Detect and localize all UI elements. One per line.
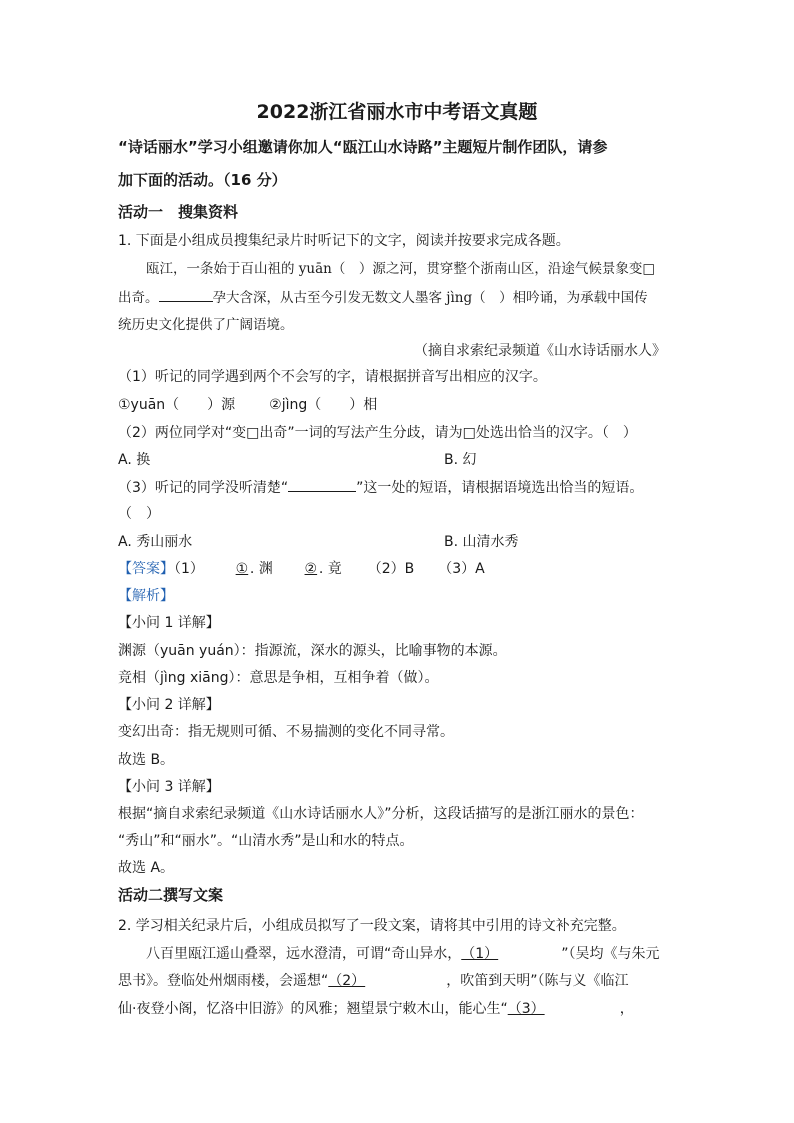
answer-1b-number: ② [304, 561, 318, 577]
q2-blank-2: （2） [328, 973, 366, 989]
passage-line-2 [118, 287, 648, 308]
passage-line-2-end: 孕大含深，从古至今引发无数文人墨客 jìng（ ）相吟诵，为承载中国传 [212, 290, 648, 306]
subquestion-1: （1）听记的同学遇到两个不会写的字，请根据拼音写出相应的汉字。 [118, 369, 547, 385]
activity-1-heading: 活动一 搜集资料 [118, 203, 239, 221]
answer-1a: . 渊 [249, 561, 273, 577]
question-1-stem: 1. 下面是小组成员搜集纪录片时听记下的文字，阅读并按要求完成各题。 [118, 233, 570, 249]
answer-1a-number: ① [235, 561, 249, 577]
subquestion-1-detail-label: 【小问 1 详解】 [118, 615, 220, 631]
subquestion-2-detail-line-2: 故选 B。 [118, 752, 175, 768]
subquestion-3-blank [288, 477, 356, 492]
q2-blank-3: （3） [507, 1001, 545, 1017]
subquestion-3-detail-line-3: 故选 A。 [118, 860, 175, 876]
subquestion-1-detail-line-2: 竞相（jìng xiāng）：意思是争相，互相争着（做）。 [118, 670, 439, 686]
subquestion-2-option-b: B. 幻 [444, 452, 477, 468]
subquestion-3-detail-line-2: “秀山”和“丽水”。“山清水秀”是山和水的特点。 [118, 833, 414, 849]
subquestion-3-end: ”这一处的短语，请根据语境选出恰当的短语。 [356, 480, 644, 496]
intro-line-2: 加下面的活动。（16 分） [118, 171, 287, 189]
passage-line-2-start: 出奇。 [118, 290, 159, 306]
analysis-label: 【解析】 [118, 588, 174, 604]
subquestion-3-detail-line-1: 根据“摘自求索纪录频道《山水诗话丽水人》”分析，这段话描写的是浙江丽水的景色： [118, 806, 644, 822]
q2-line-2-end: ，吹笛到天明”（陈与义《临江 [446, 973, 629, 989]
answer-part-2: （2）B [367, 561, 415, 577]
question-2-paragraph-line-2 [118, 971, 629, 991]
q2-line-1-start: 八百里瓯江遥山叠翠，远水澄清，可谓“奇山异水， [146, 946, 462, 962]
answer-line [118, 559, 485, 579]
subquestion-2-option-a: A. 换 [118, 452, 151, 468]
q2-line-3-start: 仙·夜登小阁，忆洛中旧游》的风雅；翘望景宁敕木山，能心生“ [118, 1001, 508, 1017]
intro-line-1: “诗话丽水”学习小组邀请你加人“瓯江山水诗路”主题短片制作团队，请参 [118, 138, 608, 156]
question-2-paragraph-line-3 [118, 999, 634, 1019]
subquestion-2-detail-line-1: 变幻出奇：指无规则可循、不易揣测的变化不同寻常。 [118, 724, 454, 740]
subquestion-3-option-a: A. 秀山丽水 [118, 534, 193, 550]
subquestion-1-items [118, 395, 377, 415]
subquestion-3-detail-label: 【小问 3 详解】 [118, 779, 220, 795]
q2-line-3-end: ， [619, 1001, 634, 1017]
subquestion-2: （2）两位同学对“变□出奇”一词的写法产生分歧，请为□处选出恰当的汉字。（ ） [118, 425, 637, 441]
q2-line-2-start: 思书》。登临处州烟雨楼，会遥想“ [118, 973, 329, 989]
subquestion-1-item-b: ②jìng（ ）相 [269, 397, 378, 413]
q2-line-1-end: ”（吴均《与朱元 [561, 946, 660, 962]
answer-part-1: （1） [174, 561, 204, 577]
question-2-paragraph-line-1 [146, 944, 660, 964]
subquestion-3-option-b: B. 山清水秀 [444, 534, 519, 550]
passage-source: （摘自求索纪录频道《山水诗话丽水人》 [414, 343, 666, 359]
subquestion-3-paren: （ ） [118, 506, 160, 522]
subquestion-2-detail-label: 【小问 2 详解】 [118, 697, 220, 713]
answer-1b: . 竟 [318, 561, 342, 577]
q2-blank-1: （1） [461, 946, 499, 962]
subquestion-3-start: （3）听记的同学没听清楚“ [118, 480, 289, 496]
answer-part-3: （3）A [438, 561, 485, 577]
passage-line-1: 瓯江，一条始于百山祖的 yuān（ ）源之河，贯穿整个浙南山区，沿途气候景象变□ [146, 261, 656, 277]
question-2-stem: 2. 学习相关纪录片后，小组成员拟写了一段文案，请将其中引用的诗文补充完整。 [118, 918, 626, 934]
activity-2-heading: 活动二撰写文案 [118, 886, 224, 904]
passage-blank [159, 287, 213, 302]
answer-label: 【答案】 [118, 561, 174, 577]
subquestion-3 [118, 477, 643, 498]
subquestion-1-item-a: ①yuān（ ）源 [118, 397, 236, 413]
passage-line-3: 统历史文化提供了广阔语境。 [118, 317, 294, 333]
page-title: 2022浙江省丽水市中考语文真题 [256, 101, 538, 123]
subquestion-1-detail-line-1: 渊源（yuān yuán）：指源流，深水的源头，比喻事物的本源。 [118, 643, 507, 659]
